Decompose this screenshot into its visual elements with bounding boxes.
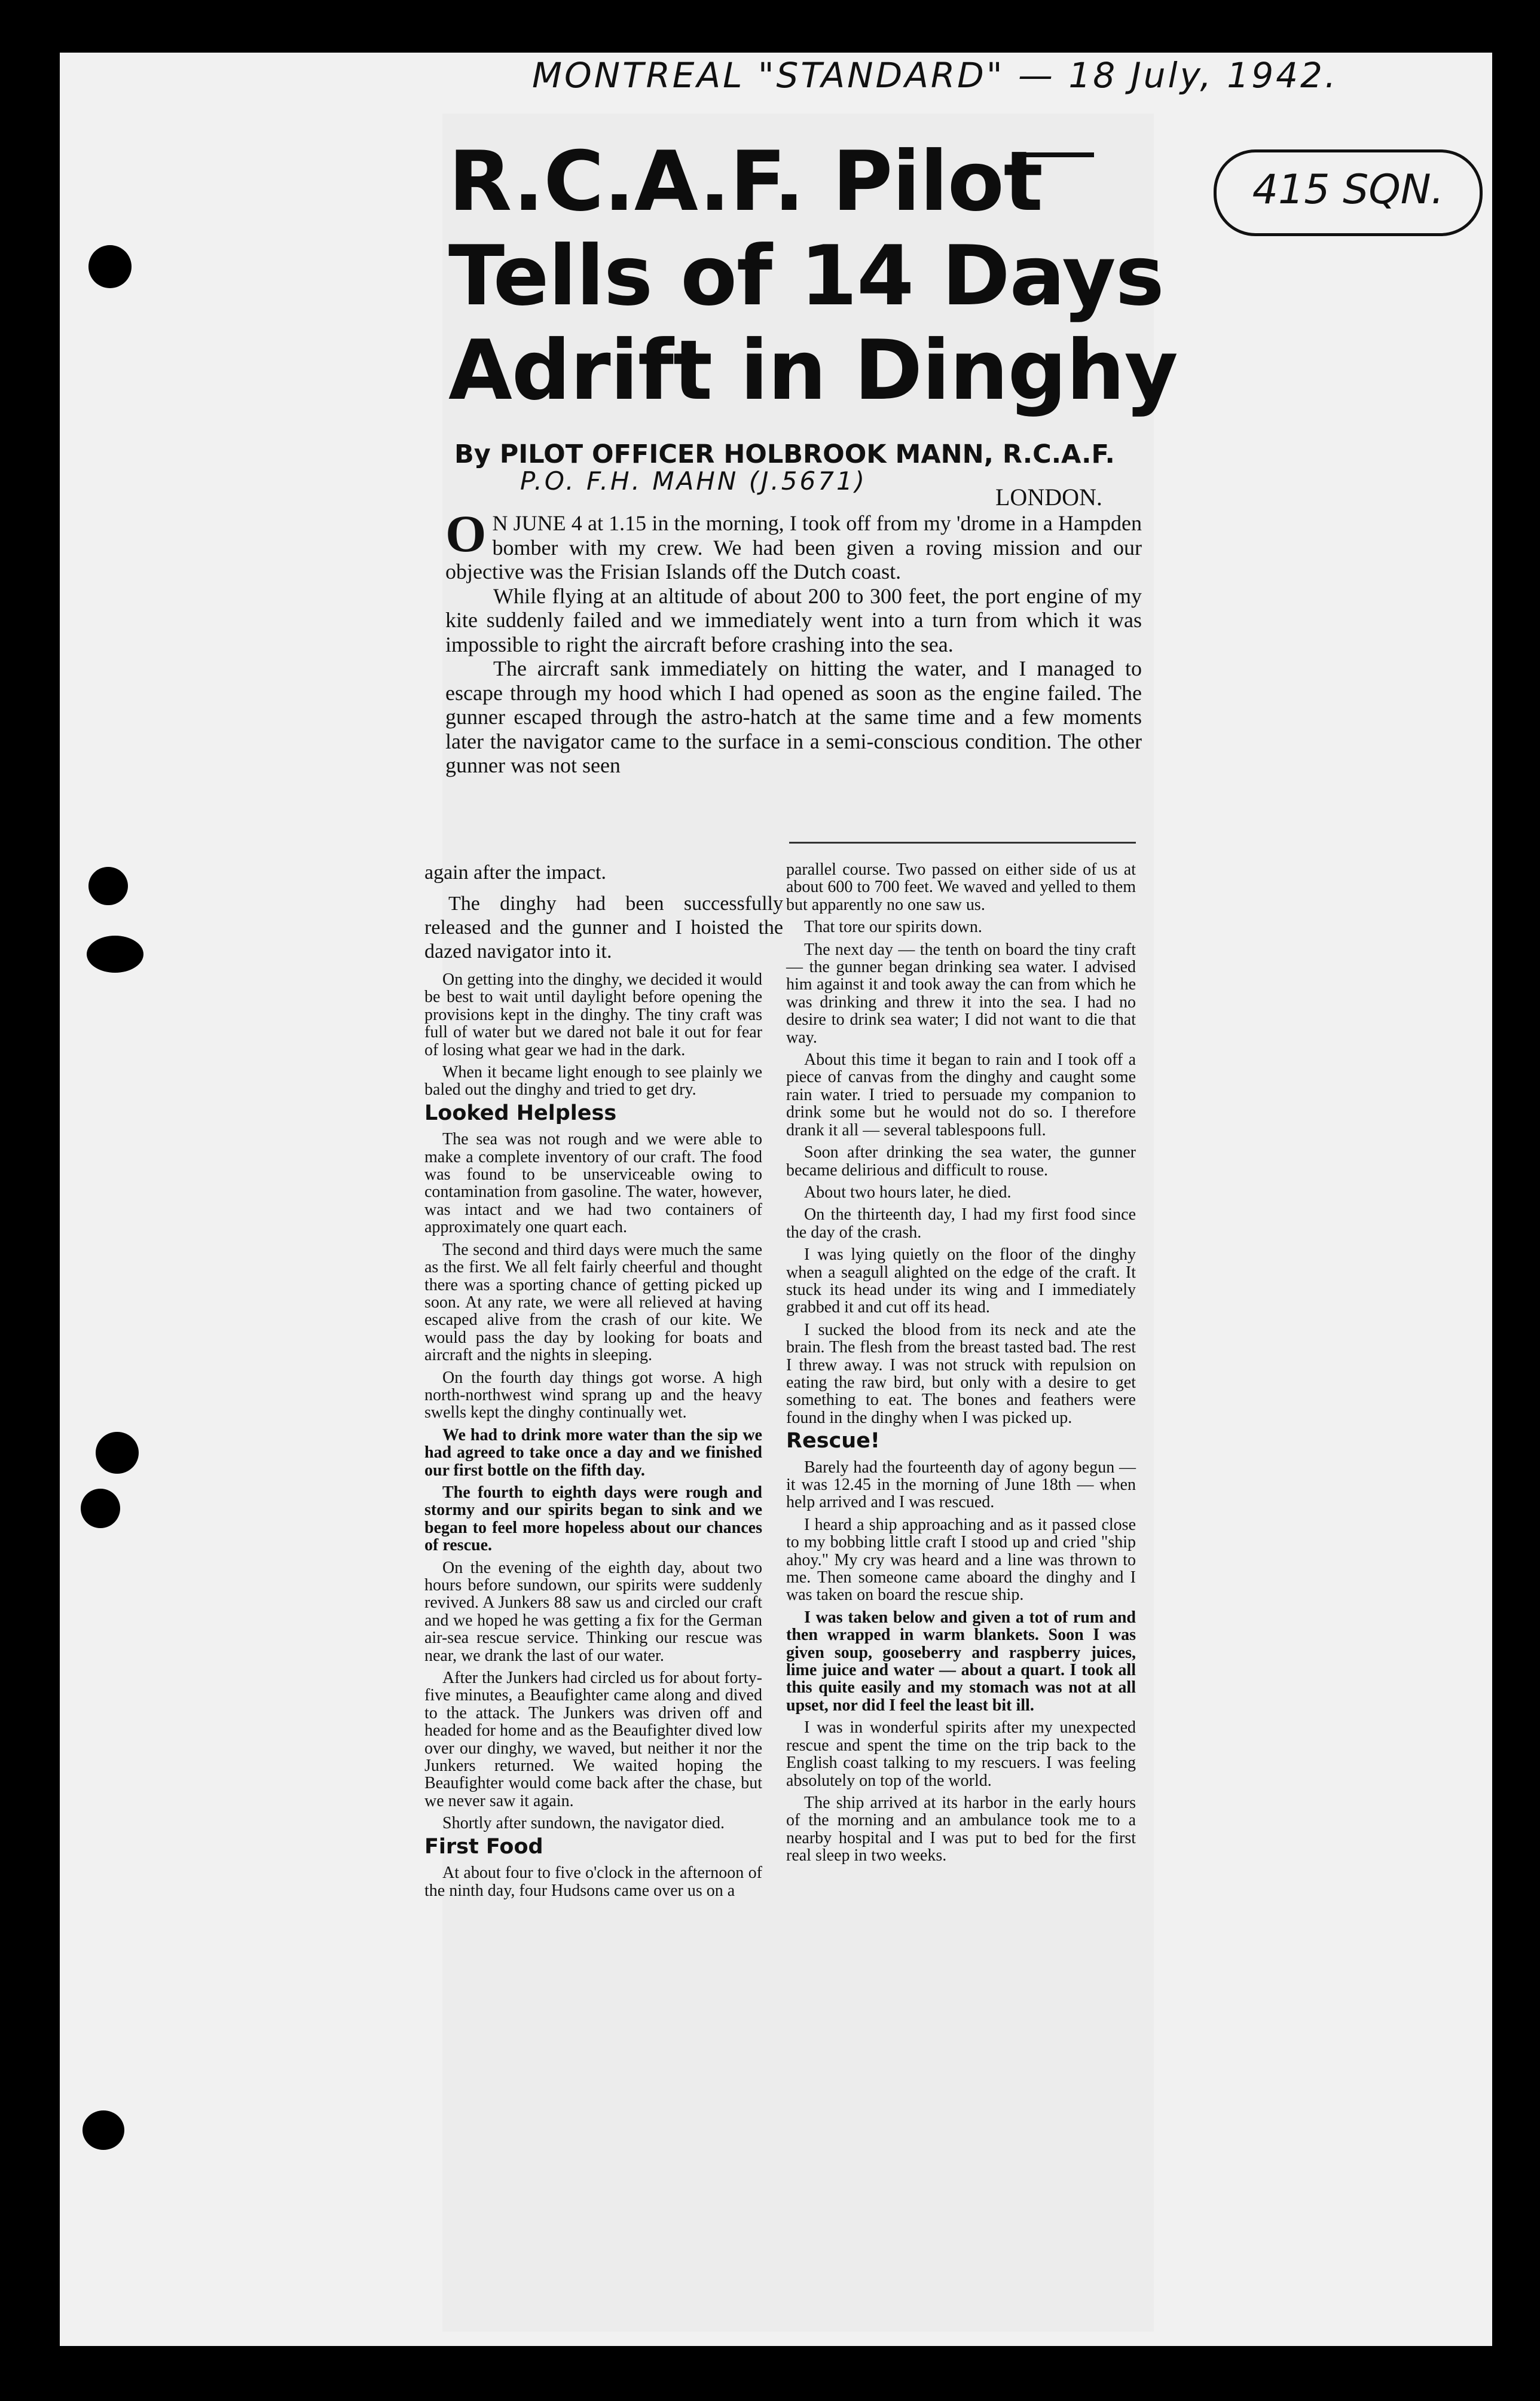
byline: By PILOT OFFICER HOLBROOK MANN, R.C.A.F.: [454, 439, 1115, 469]
paragraph: The ship arrived at its harbor in the early hours of the morning and an ambulance took me to a nearby hospital and I was put to bed for the first real sleep in two weeks.: [786, 1793, 1136, 1865]
source-annotation: MONTREAL "STANDARD" — 18 July, 1942.: [532, 55, 1339, 96]
paragraph: That tore our spirits down.: [804, 918, 982, 937]
punch-hole: [81, 1489, 120, 1528]
byline-correction: P.O. F.H. MAHN (J.5671): [520, 466, 867, 496]
paragraph: The next day — the tenth on board the tiny craft — the gunner began drinking sea water. I advised him against it and took away the can from which he was drinking and threw it into the sea. I had no desire to drink sea water; I did not want to die that way.: [786, 940, 1136, 1047]
squadron-annotation: 415 SQN.: [1214, 149, 1483, 236]
right-column: [786, 861, 1136, 1870]
headline: [448, 133, 1178, 419]
paragraph: On the fourth day things got worse. A high north-northwest wind sprang up and the heavy swells kept the dinghy continually wet.: [424, 1368, 762, 1422]
punch-hole: [88, 867, 128, 905]
paragraph: The sea was not rough and we were able to make a complete inventory of our craft. The food was found to be unserviceable owing to contamination from gasoline. The water, however, was intact and we had two containers of approximately one quart each.: [424, 1130, 762, 1237]
paragraph: I was lying quietly on the floor of the dinghy when a seagull alighted on the edge of the craft. It stuck its head under its wing and I immediately grabbed it and cut off its head.: [786, 1245, 1136, 1317]
paragraph: On getting into the dinghy, we decided it would be best to wait until daylight before opening the provisions kept in the dinghy. The tiny craft was full of water but we dared not bale it out for fear of losing what gear we had in the dark.: [424, 970, 762, 1059]
punch-hole: [96, 1432, 139, 1474]
left-column: [424, 861, 783, 1904]
paragraph: I was taken below and given a tot of rum and then wrapped in warm blankets. Soon I was given soup, gooseberry and raspberry juices, lime juice and water — about a quart. I took all this quite easily and my stomach was not at all upset, nor did I feel the least bit ill.: [786, 1608, 1136, 1715]
lead-paragraph: The aircraft sank immediately on hitting the water, and I managed to escape through my hood which I had opened as soon as the engine failed. The gunner escaped through the astro-hatch at the same time and a few moments later the navigator came to the surface in a semi-conscious condition. The other gunner was not seen: [445, 656, 1142, 777]
headline-line: R.C.A.F. Pilot: [448, 133, 1043, 230]
paragraph: When it became light enough to see plainly we baled out the dinghy and tried to get dry.: [424, 1063, 762, 1099]
lead-paragraph: O N JUNE 4 at 1.15 in the morning, I took off from my 'drome in a Hampden bomber with my crew. We had been given a roving mission and our objective was the Frisian Islands off the Dutch coast.: [445, 505, 1142, 584]
paragraph: The fourth to eighth days were rough and stormy and our spirits began to sink and we began to feel more hopeless about our chances of rescue.: [424, 1483, 762, 1555]
paragraph: The dinghy had been successfully released and the gunner and I hoisted the dazed navigator into it.: [424, 893, 783, 963]
paragraph: I heard a ship approaching and as it passed close to my bobbing little craft I stood up and cried "ship ahoy." My cry was heard and a line was thrown to me. Then someone came aboard the dinghy and I was taken on board the rescue ship.: [786, 1515, 1136, 1605]
lead-paragraph: While flying at an altitude of about 200 to 300 feet, the port engine of my kite suddenly failed and we immediately went into a turn from which it was impossible to right the aircraft before crashing into the sea.: [445, 584, 1142, 656]
paragraph: At about four to five o'clock in the afternoon of the ninth day, four Hudsons came over us on a: [424, 1864, 762, 1900]
dateline: LONDON.: [995, 484, 1102, 511]
drop-cap: O: [445, 505, 487, 563]
paragraph: Soon after drinking the sea water, the gunner became delirious and difficult to rouse.: [786, 1143, 1136, 1180]
punch-hole: [88, 245, 132, 288]
column-rule: [789, 842, 1136, 844]
lead-paragraphs: [445, 505, 1142, 778]
subheading: First Food: [424, 1834, 543, 1859]
large-type-block: [424, 861, 783, 964]
paragraph: After the Junkers had circled us for about forty-five minutes, a Beaufighter came along and dived to the attack. The Junkers was driven off and headed for home and as the Beaufighter dived low over our dinghy, we waved, but neither it nor the Junkers returned. We waited hoping the Beaufighter would come back after the chase, but we never saw it again.: [424, 1669, 762, 1810]
punch-hole: [82, 2110, 124, 2150]
paragraph: About two hours later, he died.: [804, 1183, 1012, 1202]
paragraph: We had to drink more water than the sip we had agreed to take once a day and we finished our first bottle on the fifth day.: [424, 1425, 762, 1480]
paragraph: Barely had the fourteenth day of agony begun — it was 12.45 in the morning of June 18th — when help arrived and I was rescued.: [786, 1458, 1136, 1512]
headline-line: Tells of 14 Days: [448, 228, 1164, 324]
subheading: Rescue!: [786, 1429, 880, 1453]
headline-line: Adrift in Dinghy: [448, 322, 1178, 419]
paragraph: On the thirteenth day, I had my first food since the day of the crash.: [786, 1205, 1136, 1242]
paragraph: I was in wonderful spirits after my unexpected rescue and spent the time on the trip back to the English coast talking to my rescuers. I was feeling absolutely on top of the world.: [786, 1718, 1136, 1790]
paragraph: Shortly after sundown, the navigator died.: [442, 1814, 725, 1833]
subheading: Looked Helpless: [424, 1101, 617, 1125]
paragraph: The second and third days were much the same as the first. We all felt fairly cheerful and thought there was a sporting chance of getting picked up soon. At any rate, we were all relieved at having escaped alive from the crash of our kite. We would pass the day by looking for boats and aircraft and the nights in sleeping.: [424, 1240, 762, 1365]
paragraph: again after the impact.: [424, 862, 606, 884]
paragraph: parallel course. Two passed on either side of us at about 600 to 700 feet. We waved and yelled to them but apparently no one saw us.: [786, 860, 1136, 914]
paragraph: On the evening of the eighth day, about two hours before sundown, our spirits were suddenly revived. A Junkers 88 saw us and circled our craft and we hoped he was getting a fix for the German air-sea rescue service. Thinking our rescue was near, we drank the last of our water.: [424, 1558, 762, 1665]
paragraph: I sucked the blood from its neck and ate the brain. The flesh from the breast tasted bad. The rest I threw away. I was not struck with repulsion on eating the raw bird, but only with a desire to get something to eat. The bones and feathers were found in the dinghy when I was picked up.: [786, 1320, 1136, 1427]
paragraph: About this time it began to rain and I took off a piece of canvas from the dinghy and caught some rain water. I tried to persuade my companion to drink some but he would not do so. I therefore drank it all — several tablespoons full.: [786, 1050, 1136, 1140]
punch-hole: [87, 936, 143, 973]
